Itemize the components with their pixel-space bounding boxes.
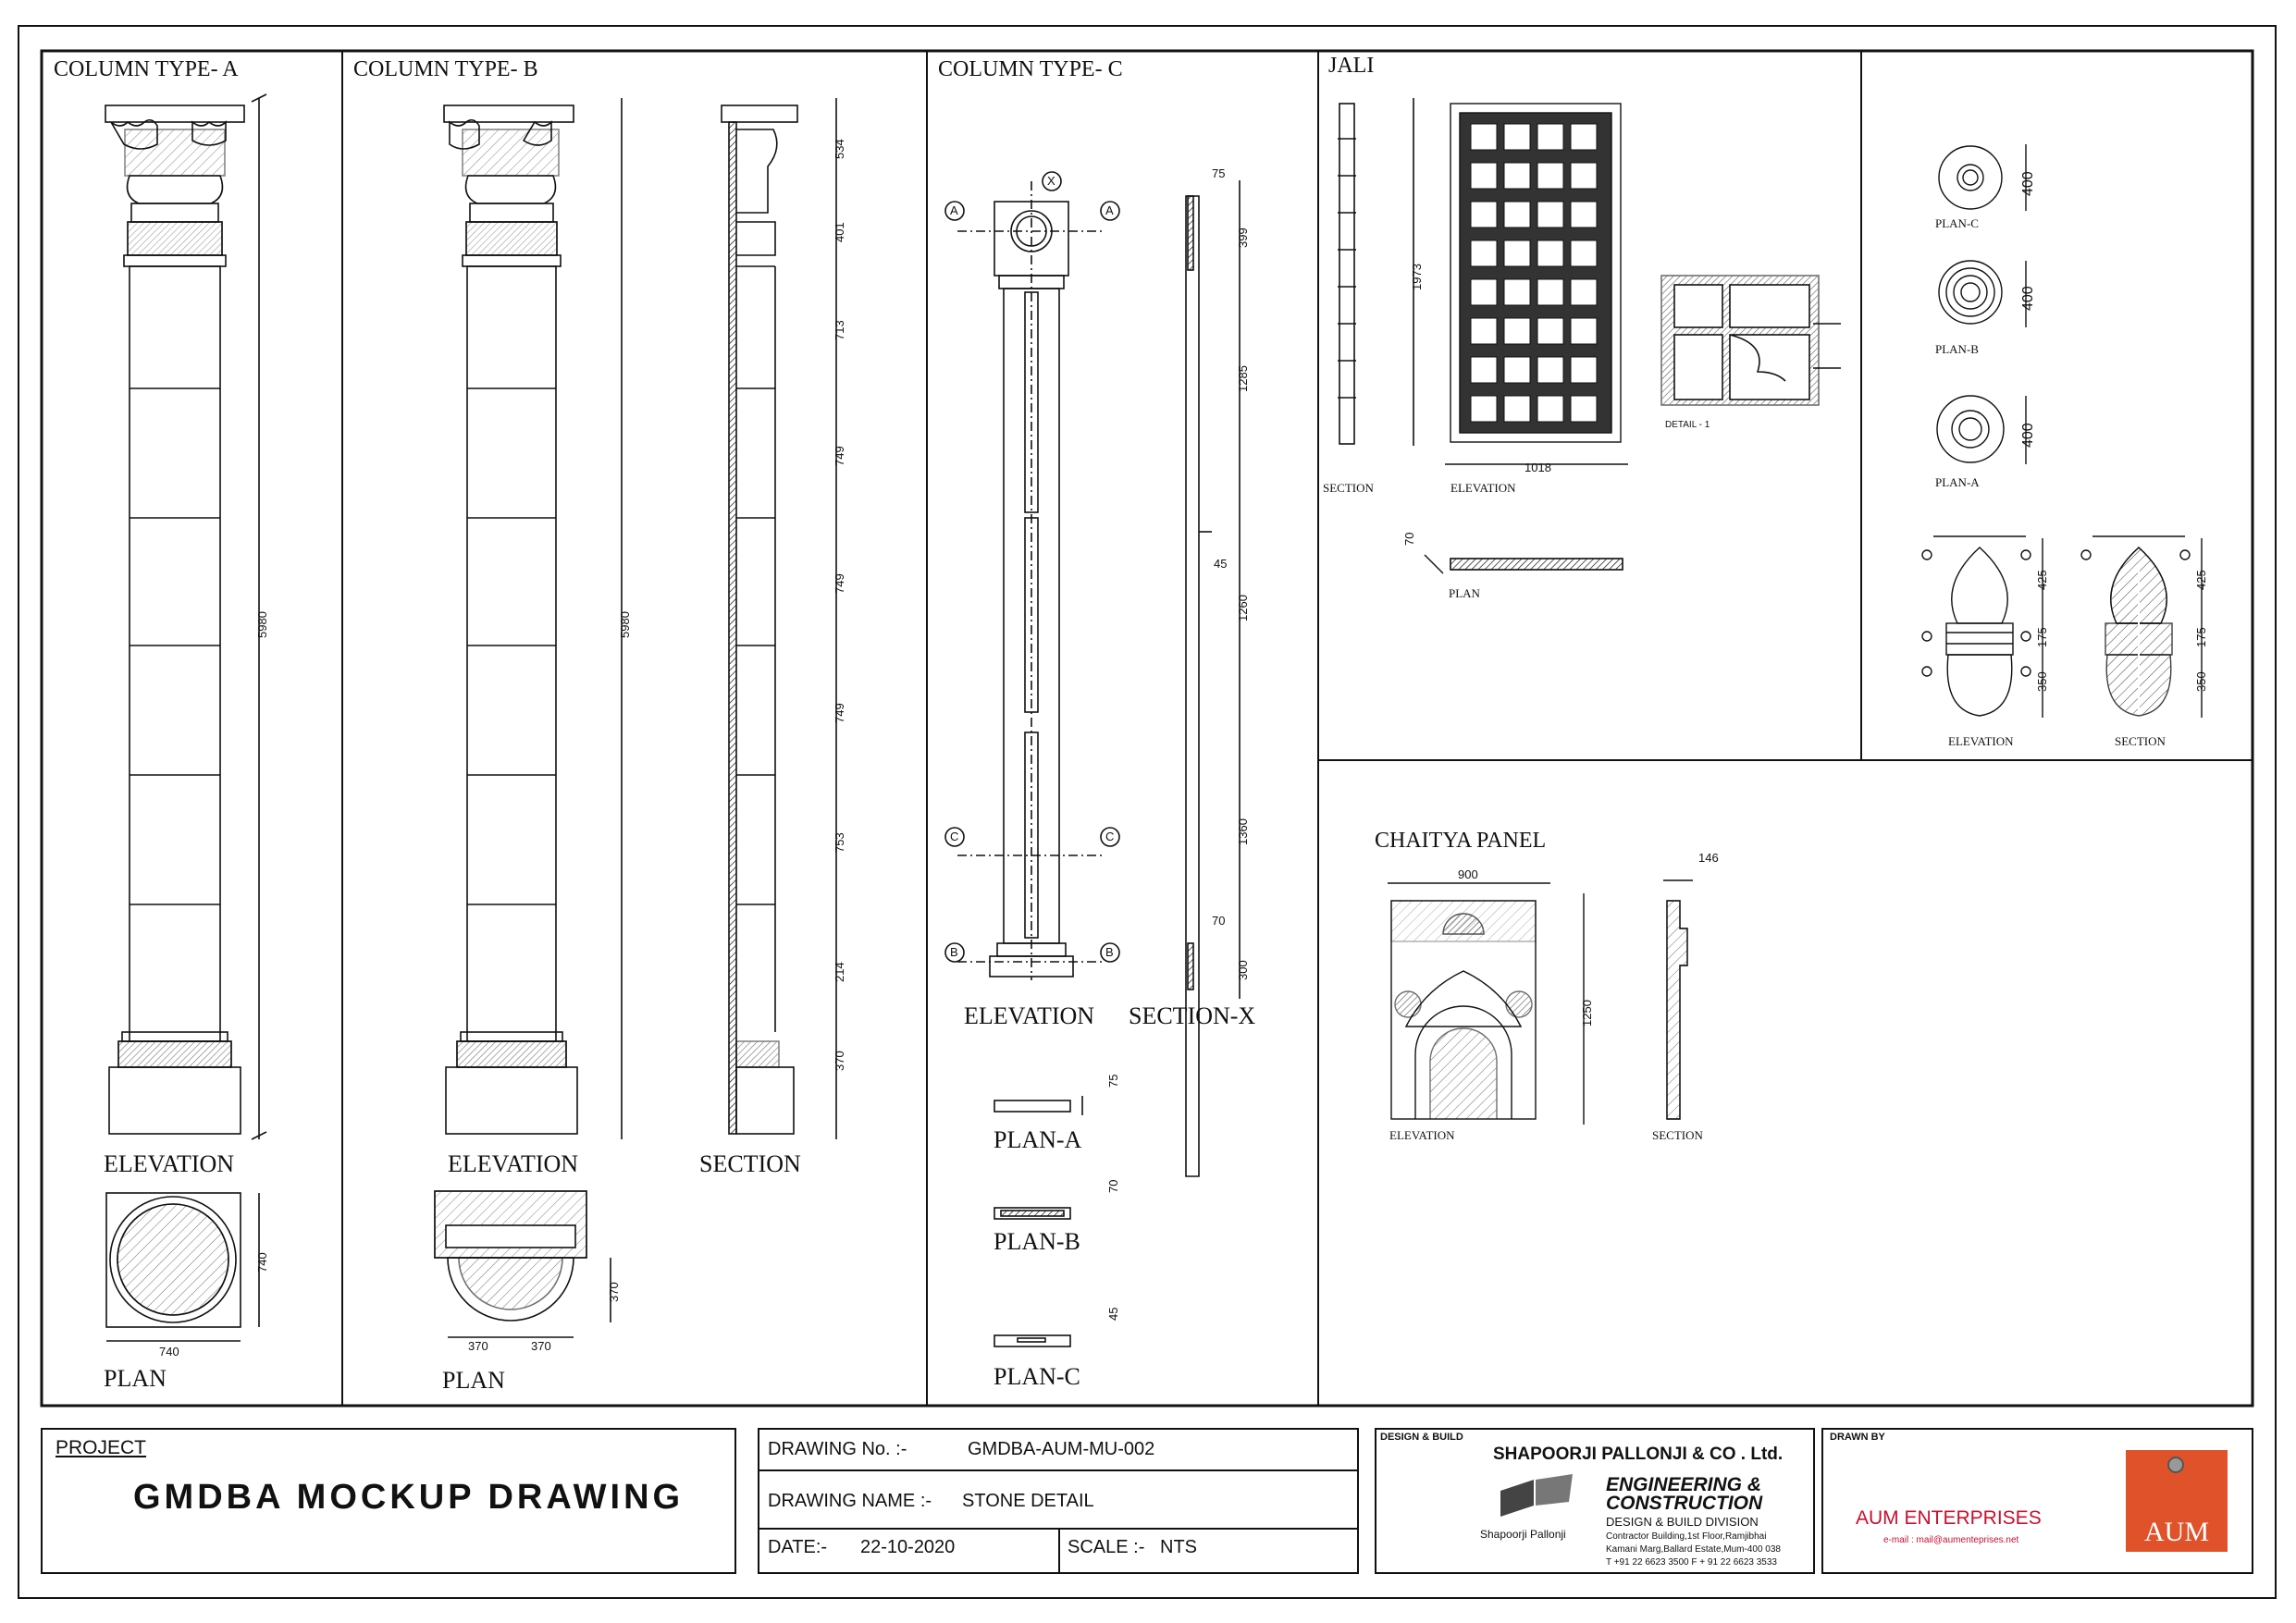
marker-x: X bbox=[1047, 174, 1055, 188]
sp-logo-caption: Shapoorji Pallonji bbox=[1480, 1528, 1566, 1541]
scale-label: SCALE :- bbox=[1068, 1537, 1145, 1557]
jali-title: JALI bbox=[1328, 54, 1375, 78]
eng-line2: CONSTRUCTION bbox=[1606, 1493, 1763, 1514]
marker-c-left: C bbox=[950, 830, 959, 843]
column-c-section-dim: 1360 bbox=[1236, 818, 1250, 845]
marker-a-left: A bbox=[950, 203, 958, 217]
column-c-section-dim: 1260 bbox=[1236, 595, 1250, 621]
column-b-section-dim: 401 bbox=[833, 222, 846, 242]
finial-section bbox=[2081, 536, 2202, 718]
scale-value: NTS bbox=[1160, 1537, 1197, 1557]
jali-width-dim: 1018 bbox=[1524, 461, 1551, 474]
marker-c-right: C bbox=[1105, 830, 1115, 843]
column-b-title: COLUMN TYPE- B bbox=[353, 57, 538, 81]
drawing-name: STONE DETAIL bbox=[962, 1491, 1094, 1511]
column-b-section-dim: 749 bbox=[833, 446, 846, 466]
column-c-elevation-label: ELEVATION bbox=[964, 1002, 1095, 1029]
project-name: GMDBA MOCKUP DRAWING bbox=[133, 1478, 685, 1517]
column-a-plan bbox=[106, 1193, 259, 1341]
jali-elevation-label: ELEVATION bbox=[1450, 481, 1516, 495]
column-c-plan-b-label: PLAN-B bbox=[994, 1228, 1080, 1255]
finial-plan-b-dim: 400 bbox=[2020, 286, 2036, 311]
project-label: PROJECT bbox=[56, 1437, 147, 1458]
marker-b-left: B bbox=[950, 945, 958, 959]
chaitya-section bbox=[1663, 880, 1693, 1119]
column-b-plan-label: PLAN bbox=[442, 1367, 505, 1394]
column-a-elevation bbox=[105, 94, 266, 1139]
finial-elev-dim: 425 bbox=[2035, 570, 2049, 590]
chaitya-title: CHAITYA PANEL bbox=[1375, 829, 1547, 853]
drawing-no: GMDBA-AUM-MU-002 bbox=[968, 1439, 1155, 1459]
jali-height-dim: 1973 bbox=[1410, 264, 1424, 290]
jali-plan-dim: 70 bbox=[1402, 532, 1416, 546]
column-c-elevation bbox=[945, 172, 1119, 980]
column-b-elevation bbox=[444, 98, 622, 1139]
finial-elevation bbox=[1922, 536, 2043, 718]
date-label: DATE:- bbox=[768, 1537, 828, 1557]
column-b-section-dim: 749 bbox=[833, 703, 846, 723]
column-a-plan-w: 740 bbox=[159, 1345, 179, 1359]
finial-elev-dim: 175 bbox=[2035, 627, 2049, 647]
address-line1: Contractor Building,1st Floor,Ramjibhai bbox=[1606, 1531, 1767, 1542]
column-a-plan-label: PLAN bbox=[104, 1365, 167, 1392]
jali-elevation bbox=[1445, 104, 1628, 464]
address-line2: Kamani Marg,Ballard Estate,Mum-400 038 bbox=[1606, 1544, 1781, 1555]
finial-sec-dim: 175 bbox=[2194, 627, 2208, 647]
sheet-border bbox=[19, 26, 2276, 1598]
column-a-plan-h: 740 bbox=[255, 1252, 269, 1273]
division-text: DESIGN & BUILD DIVISION bbox=[1606, 1515, 1759, 1529]
drawn-by-label: DRAWN BY bbox=[1830, 1432, 1885, 1443]
phone-line: T +91 22 6623 3500 F + 91 22 6623 3533 bbox=[1606, 1557, 1777, 1568]
jali-detail bbox=[1661, 276, 1841, 405]
jali-plan bbox=[1425, 555, 1623, 573]
column-b-height-dim: 5980 bbox=[618, 611, 632, 638]
column-c-section-dim: 1285 bbox=[1236, 365, 1250, 392]
finial-plans bbox=[1937, 144, 2026, 464]
finial-plan-a-label: PLAN-A bbox=[1935, 475, 1980, 489]
finial-plan-c-label: PLAN-C bbox=[1935, 216, 1979, 230]
jali-section bbox=[1338, 98, 1413, 446]
jali-plan-label: PLAN bbox=[1449, 586, 1480, 600]
column-c-plan-a-dim: 75 bbox=[1106, 1074, 1120, 1088]
finial-section-label: SECTION bbox=[2115, 734, 2166, 748]
chaitya-elevation bbox=[1388, 883, 1584, 1125]
aum-logo-text: AUM bbox=[2144, 1517, 2210, 1547]
finial-elev-dim: 350 bbox=[2035, 671, 2049, 692]
drawn-by-name: AUM ENTERPRISES bbox=[1856, 1507, 2042, 1529]
column-c-section-dim: 399 bbox=[1236, 227, 1250, 248]
column-b-section-dim: 749 bbox=[833, 573, 846, 594]
finial-sec-dim: 425 bbox=[2194, 570, 2208, 590]
eng-line1: ENGINEERING & bbox=[1606, 1474, 1762, 1495]
design-build-label: DESIGN & BUILD bbox=[1380, 1432, 1463, 1443]
column-b-section-dim: 370 bbox=[833, 1051, 846, 1071]
column-b-section-dim: 214 bbox=[833, 962, 846, 982]
column-b-section-dim: 753 bbox=[833, 832, 846, 853]
column-c-section-dim: 300 bbox=[1236, 960, 1250, 980]
company-name: SHAPOORJI PALLONJI & CO . Ltd. bbox=[1493, 1445, 1784, 1464]
sp-logo-icon bbox=[1500, 1474, 1573, 1517]
column-c-plan-a-label: PLAN-A bbox=[994, 1126, 1082, 1153]
column-b-section-label: SECTION bbox=[699, 1150, 801, 1177]
column-c-section-dim: 45 bbox=[1214, 557, 1228, 571]
finial-sec-dim: 350 bbox=[2194, 671, 2208, 692]
column-b-plan-w2: 370 bbox=[531, 1339, 551, 1353]
chaitya-section-label: SECTION bbox=[1652, 1128, 1703, 1142]
column-c-title: COLUMN TYPE- C bbox=[938, 57, 1123, 81]
column-c-plan-c-dim: 45 bbox=[1106, 1307, 1120, 1321]
column-a-height-dim: 5980 bbox=[255, 611, 269, 638]
column-c-plan-b-dim: 70 bbox=[1106, 1179, 1120, 1193]
drawn-by-email: e-mail : mail@aumenteprises.net bbox=[1883, 1535, 2019, 1545]
drawing-frame bbox=[42, 51, 2253, 1406]
finial-plan-b-label: PLAN-B bbox=[1935, 342, 1979, 356]
finial-elevation-label: ELEVATION bbox=[1948, 734, 2014, 748]
drawing-no-label: DRAWING No. :- bbox=[768, 1439, 907, 1459]
chaitya-height-dim: 1250 bbox=[1580, 1000, 1594, 1027]
column-b-plan-w1: 370 bbox=[468, 1339, 488, 1353]
finial-plan-a-dim: 400 bbox=[2020, 423, 2036, 448]
column-c-section-label: SECTION-X bbox=[1129, 1002, 1256, 1029]
marker-b-right: B bbox=[1105, 945, 1114, 959]
column-b-elevation-label: ELEVATION bbox=[448, 1150, 579, 1177]
column-c-section-dim: 75 bbox=[1212, 166, 1226, 180]
column-b-section-dim: 713 bbox=[833, 320, 846, 340]
chaitya-depth-dim: 146 bbox=[1698, 851, 1719, 865]
column-c-section-dim: 70 bbox=[1212, 914, 1226, 928]
finial-plan-c-dim: 400 bbox=[2020, 171, 2036, 196]
column-a-elevation-label: ELEVATION bbox=[104, 1150, 235, 1177]
marker-a-right: A bbox=[1105, 203, 1114, 217]
drawing-name-label: DRAWING NAME :- bbox=[768, 1491, 932, 1511]
column-c-plan-c-label: PLAN-C bbox=[994, 1363, 1080, 1390]
column-b-section-dim: 534 bbox=[833, 139, 846, 159]
chaitya-elevation-label: ELEVATION bbox=[1389, 1128, 1455, 1142]
column-b-section bbox=[722, 98, 836, 1139]
column-b-plan-h: 370 bbox=[607, 1282, 621, 1302]
jali-detail-label: DETAIL - 1 bbox=[1665, 420, 1710, 430]
date-value: 22-10-2020 bbox=[860, 1537, 956, 1557]
chaitya-width-dim: 900 bbox=[1458, 867, 1478, 881]
column-b-plan bbox=[435, 1191, 611, 1337]
column-a-title: COLUMN TYPE- A bbox=[54, 57, 239, 81]
jali-section-label: SECTION bbox=[1323, 481, 1374, 495]
